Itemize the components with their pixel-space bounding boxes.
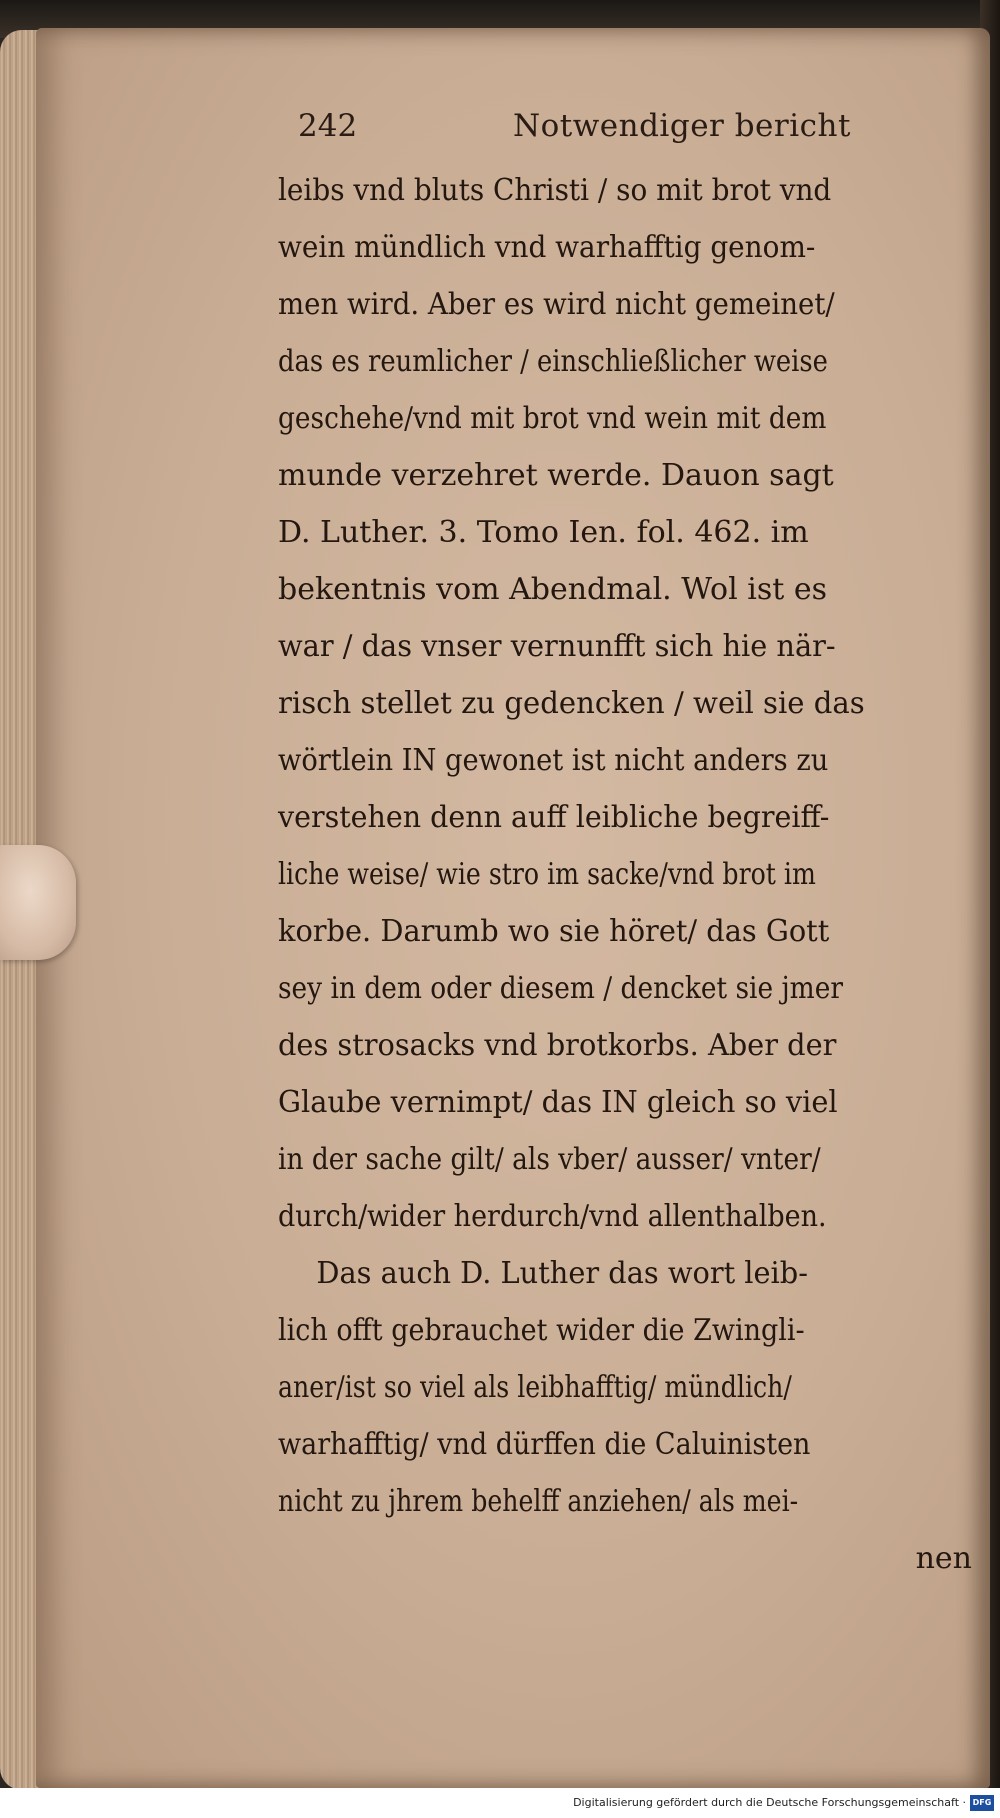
text-line: durch/wider herdurch/vnd allenthalben. [278,1199,827,1234]
text-line: in der sache gilt/ als vber/ ausser/ vnter/ [278,1142,821,1177]
text-line: warhafftig/ vnd dürffen die Caluinisten [278,1427,811,1462]
text-line: das es reumlicher / einschließlicher weise [278,344,828,379]
body-text [278,162,990,1587]
dfg-logo: DFG [970,1795,994,1811]
text-line: D. Luther. 3. Tomo Ien. fol. 462. im [278,515,809,550]
text-line: geschehe/vnd mit brot vnd wein mit dem [278,401,827,436]
digitization-footer [0,1788,1000,1818]
text-line: nicht zu jhrem behelff anziehen/ als mei- [278,1484,799,1519]
text-line: des strosacks vnd brotkorbs. Aber der [278,1028,837,1063]
text-line: liche weise/ wie stro im sacke/vnd brot im [278,857,816,892]
text-line: Glaube vernimpt/ das IN gleich so viel [278,1085,838,1120]
text-line: aner/ist so viel als leibhafftig/ mündlich/ [278,1370,792,1405]
catchword: nen [915,1541,972,1576]
page-number: 242 [298,108,358,144]
text-line: war / das vnser vernunfft sich hie när- [278,629,836,664]
text-line: Das auch D. Luther das wort leib- [316,1256,808,1291]
text-line: leibs vnd bluts Christi / so mit brot vnd [278,173,832,208]
footer-credit: Digitalisierung gefördert durch die Deutsche Forschungsgemeinschaft · [573,1796,966,1809]
text-line: sey in dem oder diesem / dencket sie jmer [278,971,843,1006]
page-tab-marker [0,845,76,960]
running-head-title: Notwendiger bericht [513,108,851,144]
text-line: bekentnis vom Abendmal. Wol ist es [278,572,827,607]
text-line: men wird. Aber es wird nicht gemeinet/ [278,287,835,322]
text-line: munde verzehret werde. Dauon sagt [278,458,834,493]
text-line: risch stellet zu gedencken / weil sie das [278,686,865,721]
text-line: wein mündlich vnd warhafftig genom- [278,230,816,265]
running-head [298,108,998,158]
text-line: korbe. Darumb wo sie höret/ das Gott [278,914,830,949]
text-line: wörtlein IN gewonet ist nicht anders zu [278,743,829,778]
text-line: lich offt gebrauchet wider die Zwingli- [278,1313,805,1348]
text-line: verstehen denn auff leibliche begreiff- [278,800,830,835]
